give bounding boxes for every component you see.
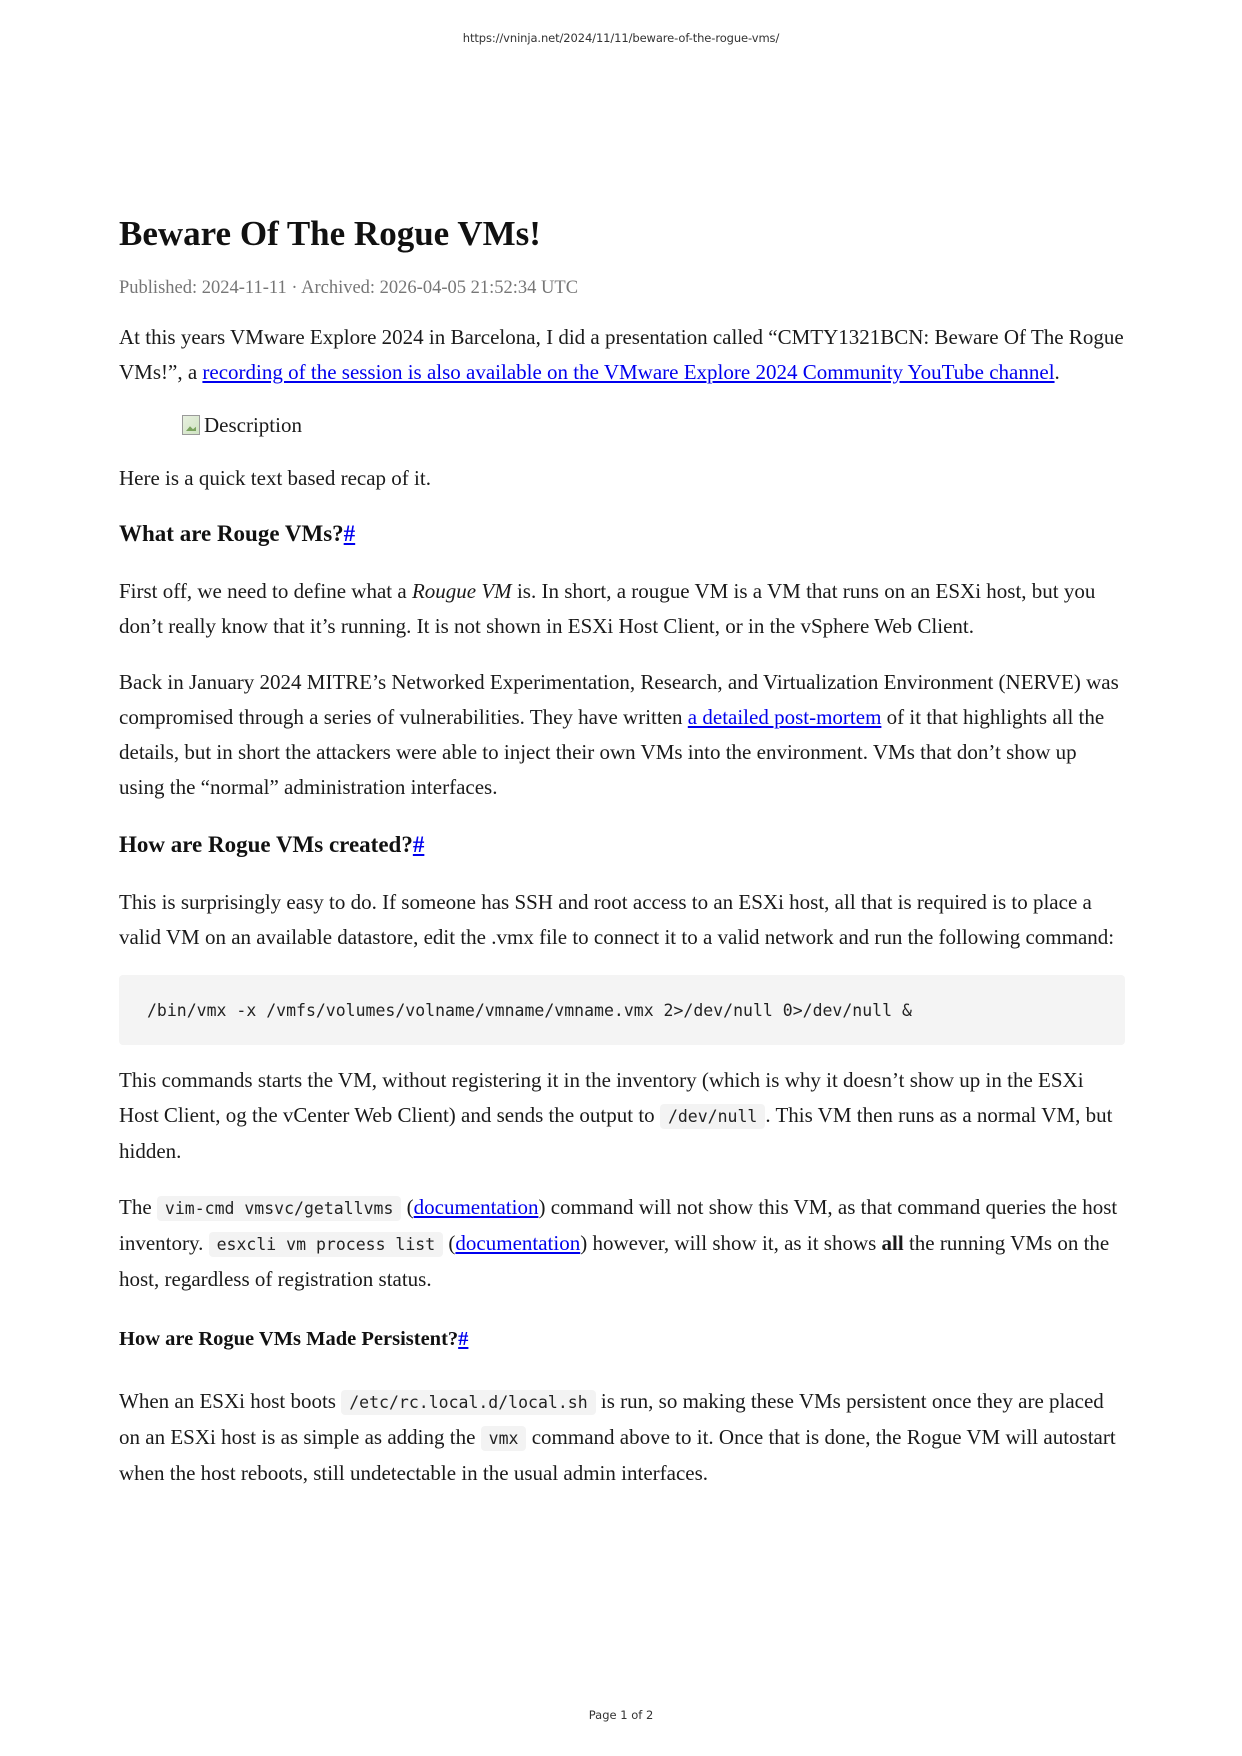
- intro-paragraph: At this years VMware Explore 2024 in Barcelona, I did a presentation called “CMTY1321BCN: Beware Of The Rogue VMs!”, a recording of the session is also available on the VMware Explore 2024 Community YouTube channel.: [119, 325, 1124, 384]
- section-anchor-link[interactable]: #: [412, 832, 425, 857]
- rogue-vm-definition-paragraph: First off, we need to define what a Rougue VM is. In short, a rougue VM is a VM that runs on an ESXi host, but you don’t really know that it’s running. It is not shown in ESXi Host Client, or in the vSphere Web Client.: [119, 579, 1096, 638]
- inline-code-vmx: vmx: [481, 1426, 527, 1451]
- command-explanation-paragraph: This commands starts the VM, without registering it in the inventory (which is why it doesn’t show up in the ESXi Host Client, og the vCenter Web Client) and sends the output to /dev/null . This VM then runs as a normal VM, but hidden.: [119, 1068, 1113, 1163]
- description-image: [182, 410, 1125, 440]
- image-alt-text: Description: [204, 412, 302, 437]
- article: [119, 210, 1125, 1491]
- inline-code-local-sh: /etc/rc.local.d/local.sh: [341, 1390, 595, 1415]
- broken-image-icon: [182, 415, 200, 435]
- documentation-link-esxcli[interactable]: documentation: [455, 1231, 581, 1255]
- inline-code-esxcli: esxcli vm process list: [209, 1232, 444, 1257]
- section-anchor-link[interactable]: #: [458, 1328, 469, 1350]
- section-heading-persistent: How are Rogue VMs Made Persistent?#: [119, 1328, 469, 1350]
- session-recording-link[interactable]: recording of the session is also available on the VMware Explore 2024 Community YouTube channel: [202, 360, 1055, 384]
- page-title: Beware Of The Rogue VMs!: [119, 214, 541, 253]
- documentation-link-vim-cmd[interactable]: documentation: [413, 1195, 539, 1219]
- page-url: https://vninja.net/2024/11/11/beware-of-the-rogue-vms/: [462, 31, 780, 45]
- section-heading-what-are-rogue-vms: What are Rouge VMs?#: [119, 521, 356, 546]
- article-meta: Published: 2024-11-11 · Archived: 2026-04-05 21:52:34 UTC: [119, 278, 579, 298]
- code-block: [119, 975, 1125, 1045]
- mitre-paragraph: Back in January 2024 MITRE’s Networked Experimentation, Research, and Virtualization Environment (NERVE) was compromised through a series of vulnerabilities. They have written a detailed post-mortem of it that highlights all the details, but in short the attackers were able to inject their own VMs into the environment. VMs that don’t show up using the “normal” administration interfaces.: [119, 670, 1119, 799]
- page-number: Page 1 of 2: [588, 1708, 654, 1722]
- persistence-paragraph: When an ESXi host boots /etc/rc.local.d/local.sh is run, so making these VMs persistent once they are placed on an ESXi host is as simple as adding the vmx command above to it. Once that is done, the Rogue VM will autostart when the host reboots, still undetectable in the usual admin interfaces.: [119, 1389, 1116, 1485]
- inline-code-dev-null: /dev/null: [660, 1104, 765, 1129]
- code-block-text: /bin/vmx -x /vmfs/volumes/volname/vmname/vmname.vmx 2>/dev/null 0>/dev/null &: [147, 1000, 912, 1020]
- creation-paragraph: This is surprisingly easy to do. If someone has SSH and root access to an ESXi host, all that is required is to place a valid VM on an available datastore, edit the .vmx file to connect it to a valid network and run the following command:: [119, 890, 1115, 949]
- section-heading-how-created: How are Rogue VMs created?#: [119, 832, 425, 857]
- inventory-paragraph: The vim-cmd vmsvc/getallvms (documentation) command will not show this VM, as that command queries the host inventory. esxcli vm process list (documentation) however, will show it, as it shows all the running VMs on the host, regardless of registration status.: [119, 1195, 1118, 1291]
- recap-paragraph: Here is a quick text based recap of it.: [119, 466, 431, 490]
- inline-code-getallvms: vim-cmd vmsvc/getallvms: [157, 1196, 401, 1221]
- post-mortem-link[interactable]: a detailed post-mortem: [687, 705, 882, 729]
- section-anchor-link[interactable]: #: [343, 521, 356, 546]
